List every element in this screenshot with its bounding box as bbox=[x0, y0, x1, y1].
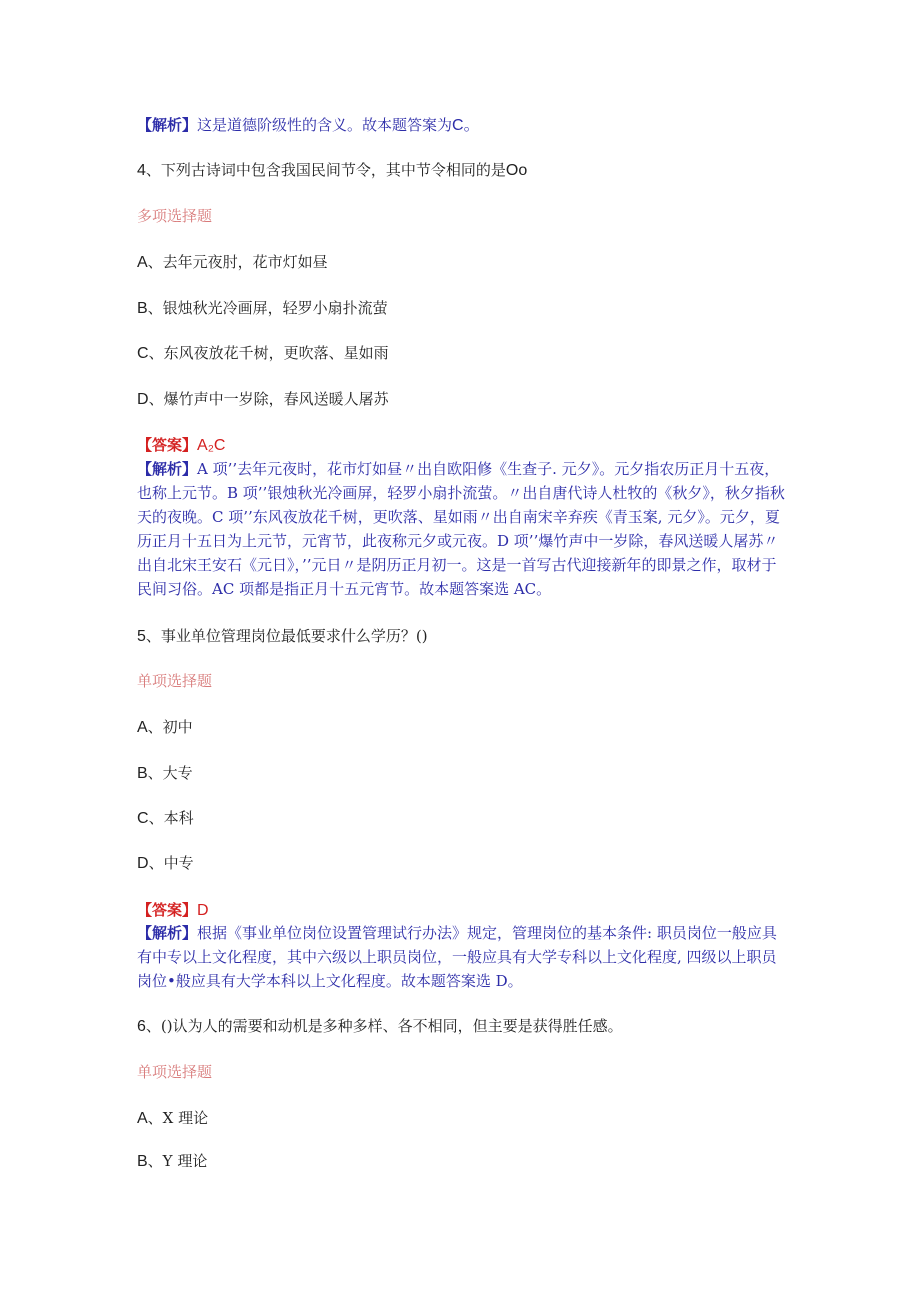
option-letter: C bbox=[137, 345, 149, 362]
question-text: 、()认为人的需要和动机是多种多样、各不相同，但主要是获得胜任感。 bbox=[145, 1017, 623, 1035]
analysis-text: 根据《事业单位岗位设置管理试行办法》规定，管理岗位的基本条件: 职员岗位一般应具有中专以上文化程度，其中六级以上职员岗位，一般应具有大学专科以上文化程度, 四级以上职员岗位•般应具有大学本科以上文化程度。故本题答案选 D。 bbox=[137, 924, 777, 990]
option-letter: B bbox=[137, 765, 148, 782]
analysis-label: 【解析】 bbox=[137, 460, 198, 478]
question-6-option-a bbox=[137, 1108, 208, 1129]
option-text: 、去年元夜肘，花市灯如昼 bbox=[147, 253, 328, 271]
answer-value: A₂C bbox=[197, 437, 226, 454]
question-5-option-b bbox=[137, 763, 193, 784]
option-text: 、本科 bbox=[148, 809, 194, 827]
question-number: 4 bbox=[137, 162, 146, 179]
question-5-option-c bbox=[137, 808, 194, 829]
option-letter: D bbox=[137, 855, 149, 872]
option-text: 、Y 理论 bbox=[147, 1152, 208, 1170]
question-4-answer bbox=[137, 435, 225, 456]
question-5-stem bbox=[137, 626, 428, 647]
answer-label: 【答案】 bbox=[137, 436, 198, 454]
question-6-stem bbox=[137, 1016, 623, 1037]
question-5-answer bbox=[137, 900, 209, 921]
question-4-option-d bbox=[137, 389, 389, 410]
option-text: 、东风夜放花千树，更吹落、星如雨 bbox=[148, 344, 389, 362]
top-analysis-line bbox=[137, 115, 480, 136]
question-tail: Oo bbox=[505, 162, 528, 179]
question-text: 、事业单位管理岗位最低要求什么学历？() bbox=[145, 627, 428, 645]
analysis-answer: C。 bbox=[452, 117, 480, 134]
option-letter: C bbox=[137, 810, 149, 827]
option-letter: B bbox=[137, 300, 148, 317]
option-letter: A bbox=[137, 1110, 148, 1127]
option-text: 、银烛秋光冷画屏，轻罗小扇扑流萤 bbox=[147, 299, 388, 317]
question-5-type: 单项选择题 bbox=[137, 672, 213, 690]
answer-value: D bbox=[197, 902, 209, 919]
option-text: 、初中 bbox=[147, 718, 193, 736]
analysis-label: 【解析】 bbox=[137, 924, 198, 942]
question-number: 5 bbox=[137, 628, 146, 645]
option-text: 、中专 bbox=[148, 854, 194, 872]
question-5-option-d bbox=[137, 853, 194, 874]
question-4-analysis bbox=[137, 457, 787, 601]
option-letter: B bbox=[137, 1153, 148, 1170]
question-4-option-b bbox=[137, 298, 388, 319]
question-4-option-c bbox=[137, 343, 389, 364]
option-text: 、爆竹声中一岁除，春风送暖人屠苏 bbox=[148, 390, 389, 408]
option-text: 、大专 bbox=[147, 764, 193, 782]
question-text: 、下列古诗词中包含我国民间节令，其中节令相同的是 bbox=[145, 161, 506, 179]
option-text: 、X 理论 bbox=[147, 1109, 209, 1127]
question-5-analysis bbox=[137, 921, 787, 993]
option-letter: D bbox=[137, 391, 149, 408]
question-6-type: 单项选择题 bbox=[137, 1063, 213, 1081]
question-6-option-b bbox=[137, 1151, 207, 1172]
option-letter: A bbox=[137, 254, 148, 271]
analysis-label: 【解析】 bbox=[137, 116, 198, 134]
analysis-text: 这是道德阶级性的含义。故本题答案为 bbox=[197, 116, 453, 134]
analysis-text: A 项’’去年元夜时，花市灯如昼〃出自欧阳修《生查子. 元夕》。元夕指农历正月十五夜，也称上元节。B 项’’银烛秋光冷画屏，轻罗小扇扑流萤。〃出自唐代诗人杜牧的《秋夕》，秋夕指秋天的夜晚。C 项’’东风夜放花千树，更吹落、星如雨〃出自南宋辛弃疾《青玉案, 元夕》。元夕，夏历正月十五日为上元节，元宵节，此夜称元夕或元夜。D 项’’爆竹声中一岁除，春风送暖人屠苏〃出自北宋王安石《元日》，’’元日〃是阴历正月初一。这是一首写古代迎接新年的即景之作，取材于民间习俗。AC 项都是指正月十五元宵节。故本题答案选 AC。 bbox=[137, 460, 785, 598]
question-5-option-a bbox=[137, 717, 193, 738]
question-4-type: 多项选择题 bbox=[137, 207, 213, 225]
question-4-option-a bbox=[137, 252, 328, 273]
option-letter: A bbox=[137, 719, 148, 736]
question-number: 6 bbox=[137, 1018, 146, 1035]
question-4-stem bbox=[137, 160, 527, 181]
answer-label: 【答案】 bbox=[137, 901, 198, 919]
